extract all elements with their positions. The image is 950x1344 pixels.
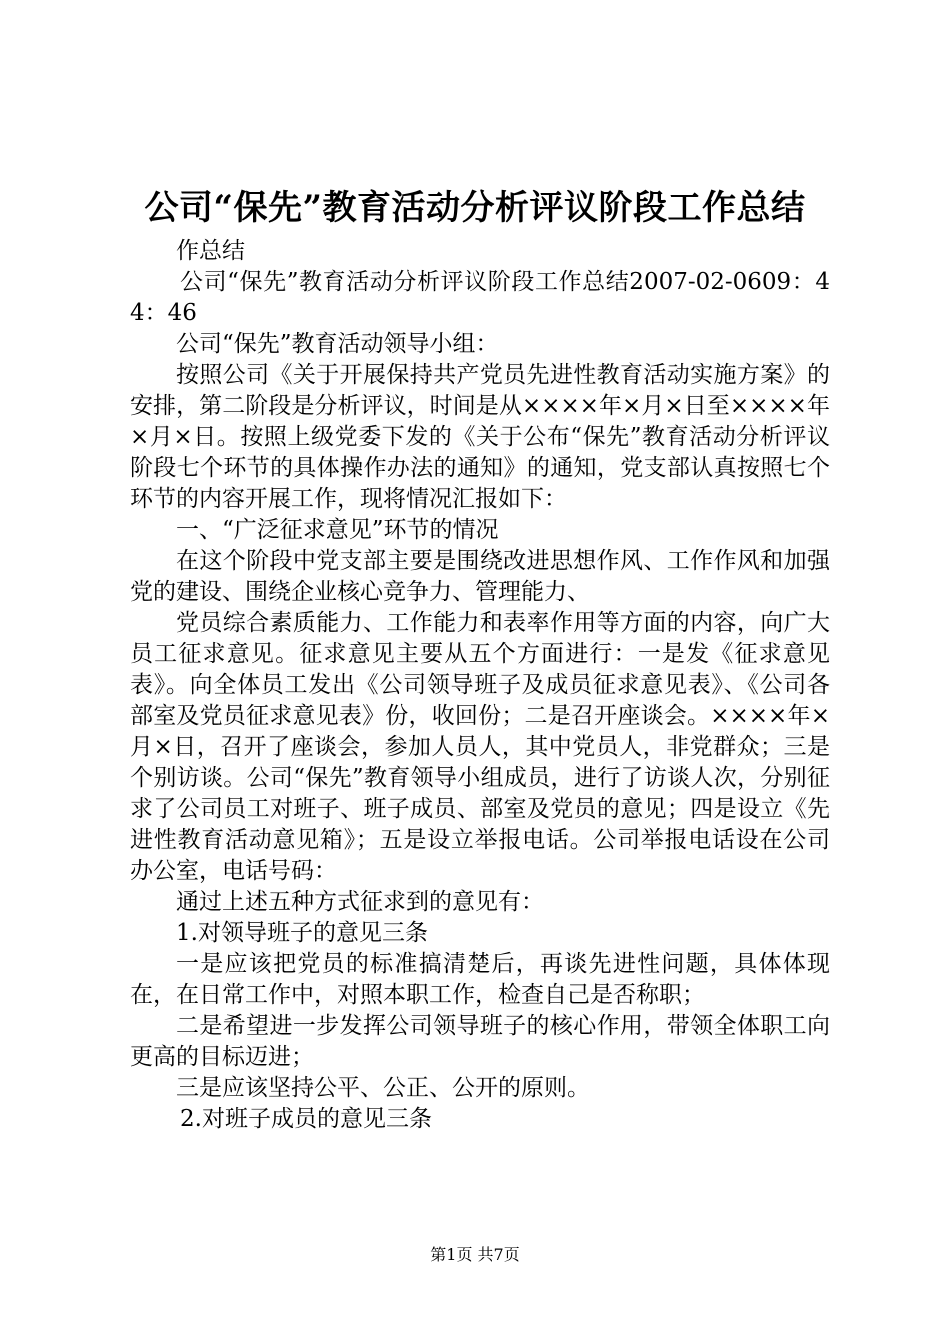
paragraph: 作总结 [176, 238, 245, 264]
page-number: 第1页 共7页 [430, 1245, 520, 1264]
paragraph: 公司“保先”教育活动分析评议阶段工作总结2007-02-0609：44：46 [130, 269, 830, 326]
paragraph: 一是应该把党员的标准搞清楚后，再谈先进性问题，具体体现在，在日常工作中，对照本职工作，检查自己是否称职； [130, 951, 830, 1008]
paragraph: 一、“广泛征求意见”环节的情况 [176, 517, 499, 543]
paragraph: 三是应该坚持公平、公正、公开的原则。 [176, 1075, 590, 1101]
paragraph: 二是希望进一步发挥公司领导班子的核心作用，带领全体职工向更高的目标迈进； [130, 1013, 830, 1070]
paragraph: 通过上述五种方式征求到的意见有： [176, 889, 544, 915]
paragraph: 按照公司《关于开展保持共产党员先进性教育活动实施方案》的安排，第二阶段是分析评议，时间是从××××年×月×日至××××年×月×日。按照上级党委下发的《关于公布“保先”教育活动分析评议阶段七个环节的具体操作办法的通知》的通知，党支部认真按照七个环节的内容开展工作，现将情况汇报如下： [130, 362, 830, 512]
paragraph: 2.对班子成员的意见三条 [180, 1106, 432, 1132]
paragraph: 公司“保先”教育活动领导小组： [176, 331, 499, 357]
paragraph: 1.对领导班子的意见三条 [176, 920, 428, 946]
paragraph: 党员综合素质能力、工作能力和表率作用等方面的内容，向广大员工征求意见。征求意见主要从五个方面进行：一是发《征求意见表》。向全体员工发出《公司领导班子及成员征求意见表》、《公司各部室及党员征求意见表》份，收回份；二是召开座谈会。××××年×月×日，召开了座谈会，参加人员人，其中党员人，非党群众；三是个别访谈。公司“保先”教育领导小组成员，进行了访谈人次，分别征求了公司员工对班子、班子成员、部室及党员的意见；四是设立《先进性教育活动意见箱》；五是设立举报电话。公司举报电话设在公司办公室，电话号码： [130, 610, 830, 884]
document-body [130, 236, 830, 1135]
paragraph: 在这个阶段中党支部主要是围绕改进思想作风、工作作风和加强党的建设、围绕企业核心竞争力、管理能力、 [130, 548, 830, 605]
document-title: 公司“保先”教育活动分析评议阶段工作总结 [144, 188, 806, 228]
